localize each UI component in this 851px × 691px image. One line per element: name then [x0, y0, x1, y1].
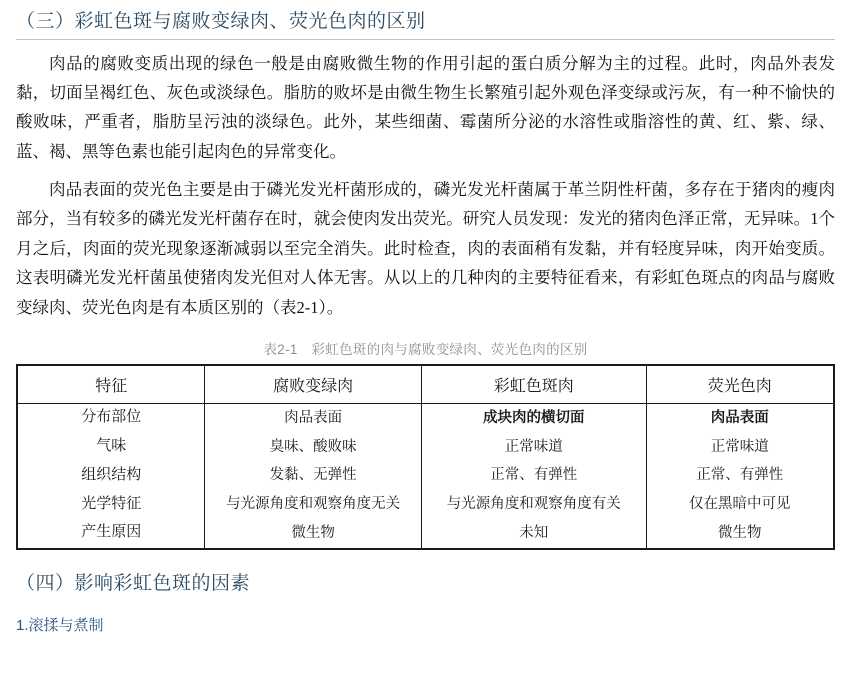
table-cell: 未知: [421, 519, 646, 549]
table-cell: 正常味道: [421, 433, 646, 462]
table-header: [17, 365, 834, 404]
table-column-header-2: 彩虹色斑肉: [421, 365, 646, 404]
table-cell: 正常、有弹性: [421, 461, 646, 490]
table-cell: 正常、有弹性: [646, 461, 834, 490]
table-cell: 肉品表面: [205, 403, 422, 432]
table-cell: 光学特征: [17, 490, 205, 519]
table-cell: 发黏、无弹性: [205, 461, 422, 490]
table-row: [17, 403, 834, 432]
table-cell: 臭味、酸败味: [205, 433, 422, 462]
table-cell: 分布部位: [17, 403, 205, 432]
table-row: [17, 490, 834, 519]
table-column-header-0: 特征: [17, 365, 205, 404]
table-row: [17, 519, 834, 549]
table-cell: 仅在黑暗中可见: [646, 490, 834, 519]
table-column-header-1: 腐败变绿肉: [205, 365, 422, 404]
table-cell: 肉品表面: [646, 403, 834, 432]
subsection-heading: 1.滚揉与煮制: [16, 617, 104, 635]
table-row: [17, 461, 834, 490]
table-row: [17, 433, 834, 462]
comparison-table: [16, 364, 835, 550]
table-cell: 与光源角度和观察角度无关: [205, 490, 422, 519]
table-cell: 与光源角度和观察角度有关: [421, 490, 646, 519]
paragraph-2: 肉品表面的荧光色主要是由于磷光发光杆菌形成的，磷光发光杆菌属于革兰阴性杆菌，多存在于猪肉的瘦肉部分，当有较多的磷光发光杆菌存在时，就会使肉发出荧光。研究人员发现：发光的猪肉色泽正常，无异味。1个月之后，肉面的荧光现象逐渐减弱以至完全消失。此时检查，肉的表面稍有发黏，并有轻度异味，肉开始变质。这表明磷光发光杆菌虽使猪肉发光但对人体无害。从以上的几种肉的主要特征看来，有彩虹色斑点的肉品与腐败变绿肉、荧光色肉是有本质区别的（表2-1）。: [16, 180, 835, 317]
table-cell: 正常味道: [646, 433, 834, 462]
section-heading-four: （四）影响彩虹色斑的因素: [16, 572, 251, 594]
paragraph-1: 肉品的腐败变质出现的绿色一般是由腐败微生物的作用引起的蛋白质分解为主的过程。此时，肉品外表发黏，切面呈褐红色、灰色或淡绿色。脂肪的败坏是由微生物生长繁殖引起外观色泽变绿或污灰，有一种不愉快的酸败味，严重者，脂肪呈污浊的淡绿色。此外，某些细菌、霉菌所分泌的水溶性或脂溶性的黄、红、紫、绿、蓝、褐、黑等色素也能引起肉色的异常变化。: [16, 53, 835, 161]
section-heading-three: （三）彩虹色斑与腐败变绿肉、荧光色肉的区别: [16, 10, 835, 40]
table-caption: 表2-1 彩虹色斑的肉与腐败变绿肉、荧光色肉的区别: [263, 341, 588, 357]
table-header-row: [17, 365, 834, 404]
table-cell: 成块肉的横切面: [421, 403, 646, 432]
table-cell: 气味: [17, 433, 205, 462]
table-column-header-3: 荧光色肉: [646, 365, 834, 404]
table-cell: 微生物: [205, 519, 422, 549]
table-cell: 组织结构: [17, 461, 205, 490]
table-body: [17, 403, 834, 548]
table-cell: 微生物: [646, 519, 834, 549]
table-cell: 产生原因: [17, 519, 205, 549]
